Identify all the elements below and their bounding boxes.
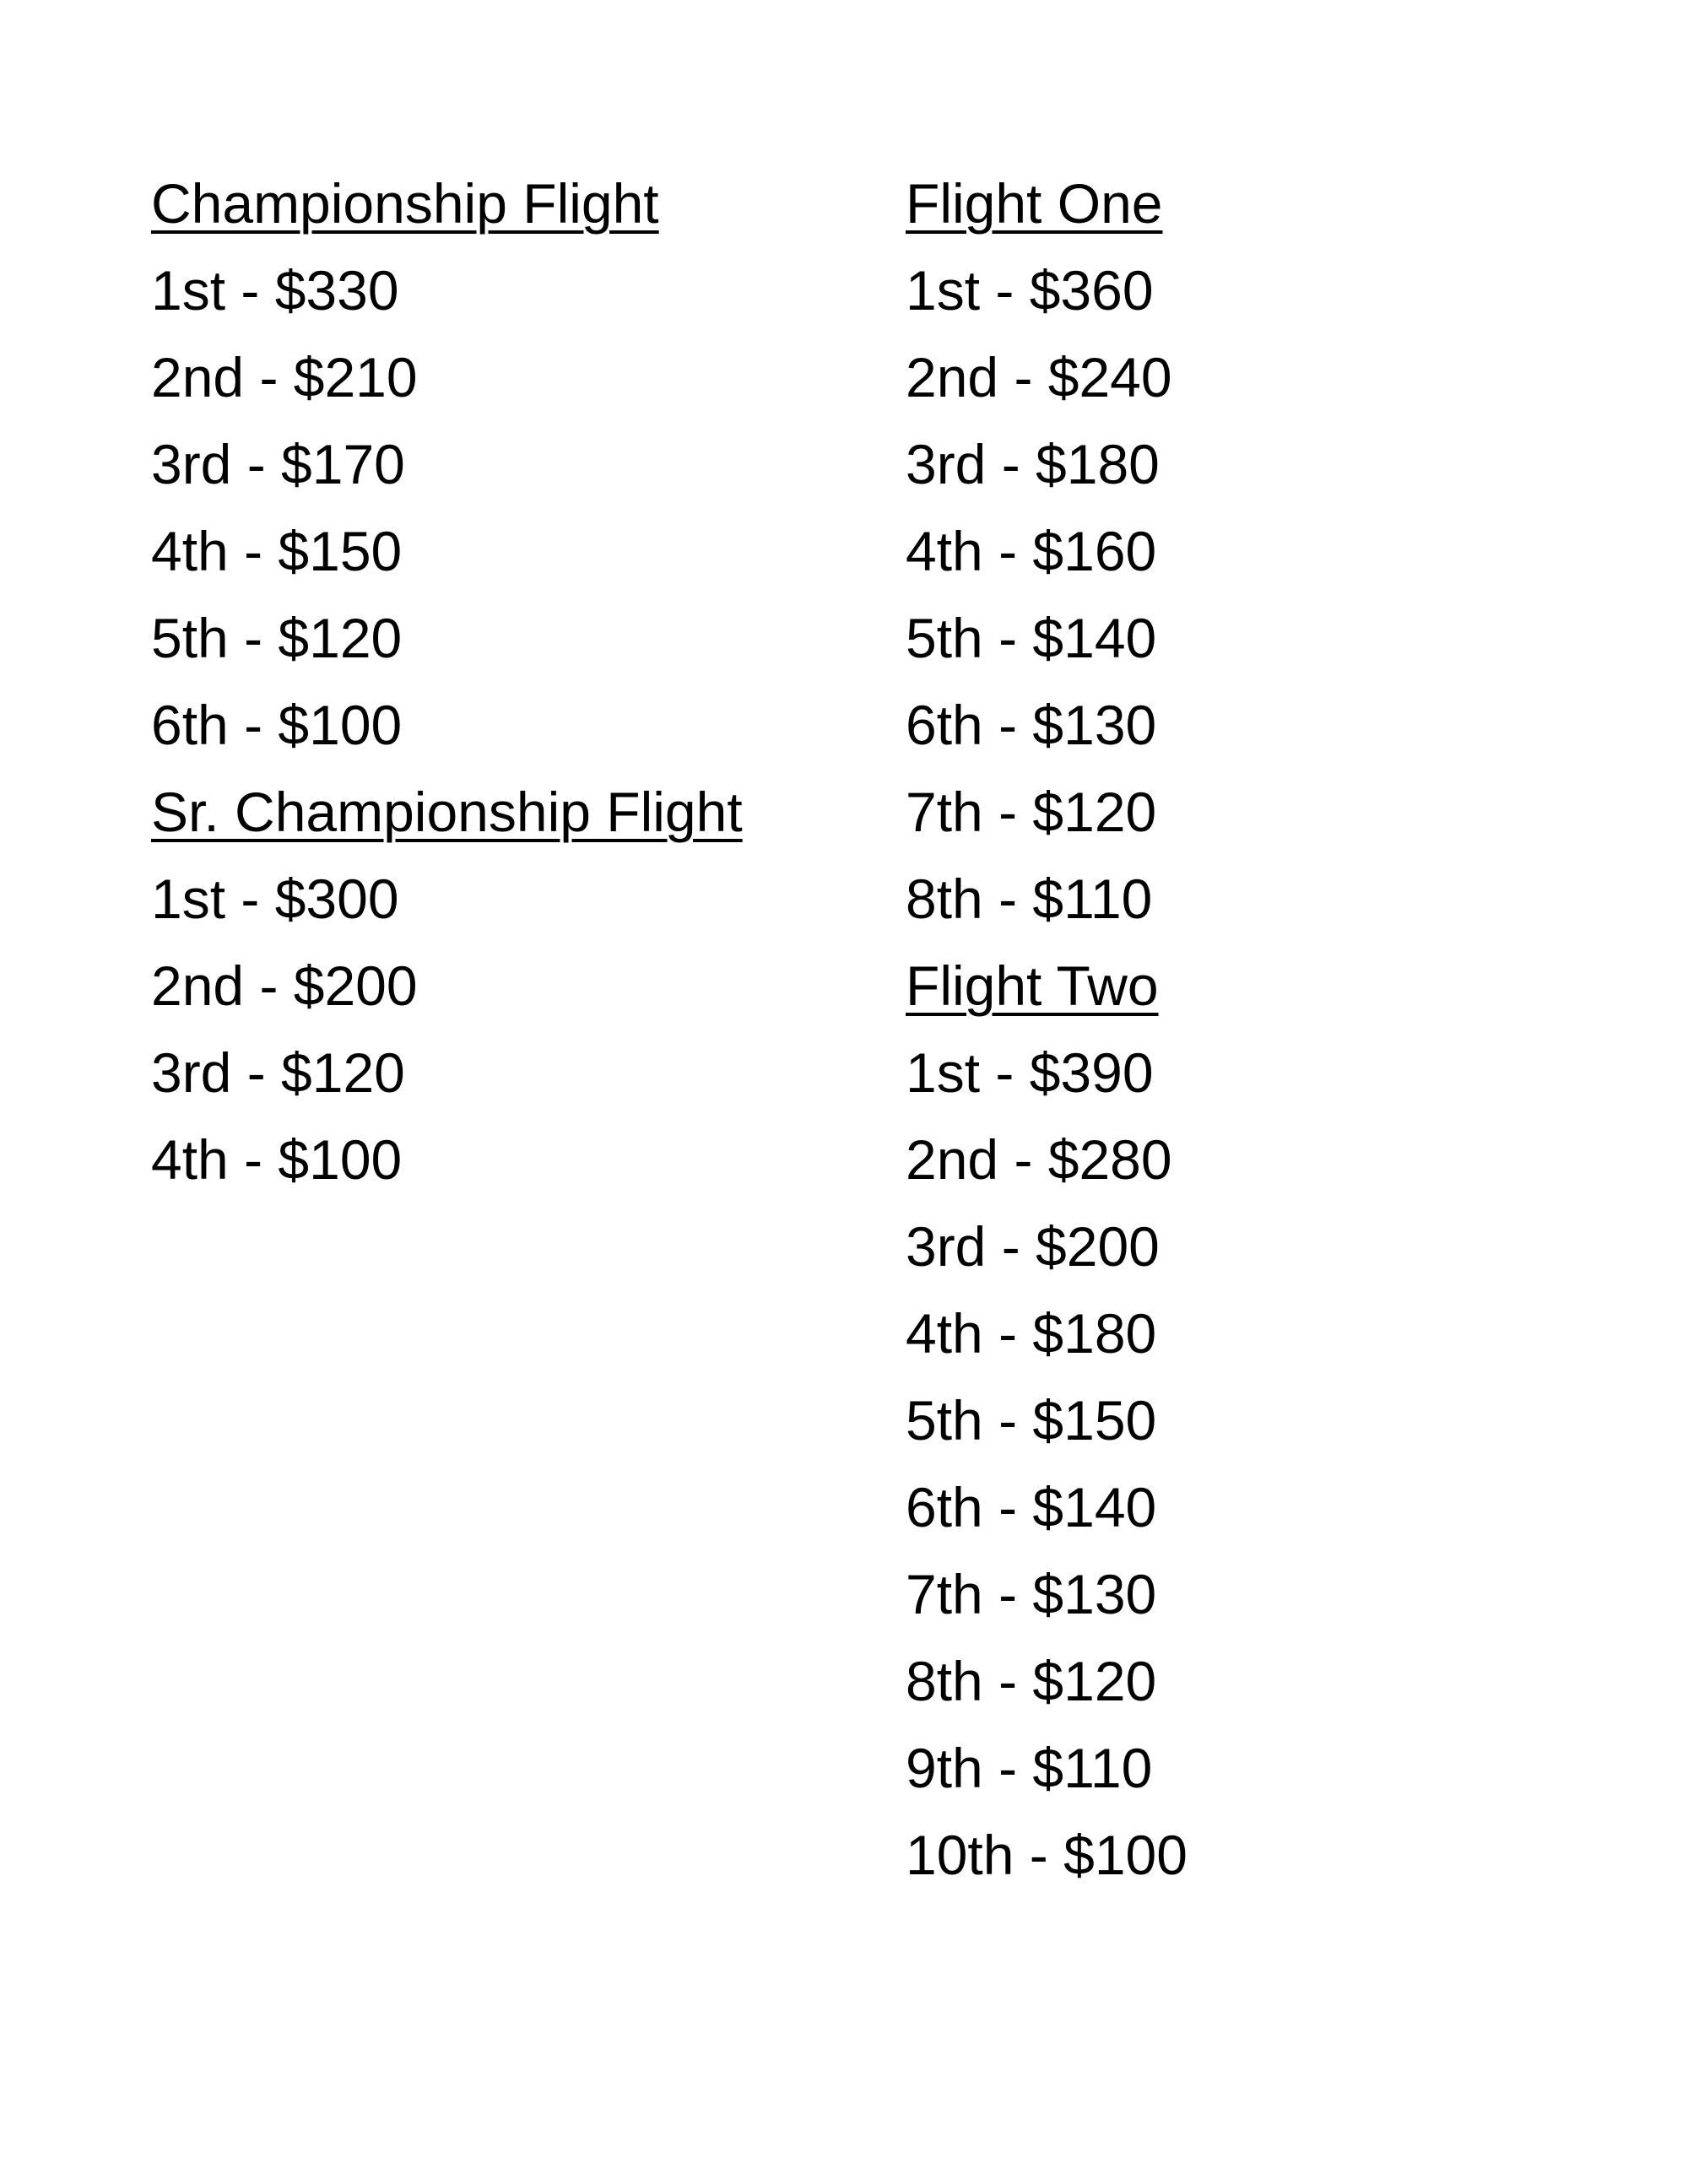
prize-line: 9th - $110 xyxy=(906,1737,1153,1799)
prize-line: 2nd - $240 xyxy=(906,346,1172,408)
section-heading: Championship Flight xyxy=(151,172,659,235)
prize-line: 4th - $160 xyxy=(906,520,1157,582)
prize-line: 6th - $100 xyxy=(151,694,403,756)
right-column xyxy=(906,160,1188,1899)
prize-line: 1st - $360 xyxy=(906,259,1154,322)
prize-line: 6th - $140 xyxy=(906,1476,1157,1538)
prize-line: 5th - $120 xyxy=(151,607,403,669)
section-heading: Sr. Championship Flight xyxy=(151,781,743,843)
prize-line: 1st - $300 xyxy=(151,868,399,930)
sr-championship-flight-section xyxy=(151,769,743,1203)
flight-two-section xyxy=(906,943,1188,1899)
prize-line: 6th - $130 xyxy=(906,694,1157,756)
prize-line: 8th - $120 xyxy=(906,1650,1157,1712)
prize-line: 3rd - $200 xyxy=(906,1215,1160,1278)
prize-line: 4th - $100 xyxy=(151,1128,403,1191)
prize-line: 2nd - $200 xyxy=(151,954,418,1017)
prize-line: 8th - $110 xyxy=(906,868,1153,930)
prize-line: 3rd - $120 xyxy=(151,1041,405,1104)
championship-flight-section xyxy=(151,160,743,769)
prize-line: 4th - $180 xyxy=(906,1302,1157,1365)
left-column xyxy=(151,160,743,1203)
prize-line: 2nd - $210 xyxy=(151,346,418,408)
prize-line: 3rd - $180 xyxy=(906,433,1160,495)
prize-line: 7th - $120 xyxy=(906,781,1157,843)
prize-line: 3rd - $170 xyxy=(151,433,405,495)
prize-line: 5th - $140 xyxy=(906,607,1157,669)
flight-one-section xyxy=(906,160,1188,943)
section-heading: Flight Two xyxy=(906,954,1159,1017)
prize-line: 1st - $390 xyxy=(906,1041,1154,1104)
prize-line: 4th - $150 xyxy=(151,520,403,582)
prize-line: 2nd - $280 xyxy=(906,1128,1172,1191)
section-heading: Flight One xyxy=(906,172,1163,235)
prize-line: 1st - $330 xyxy=(151,259,399,322)
prize-line: 5th - $150 xyxy=(906,1389,1157,1451)
prize-line: 7th - $130 xyxy=(906,1563,1157,1625)
prize-line: 10th - $100 xyxy=(906,1824,1188,1886)
